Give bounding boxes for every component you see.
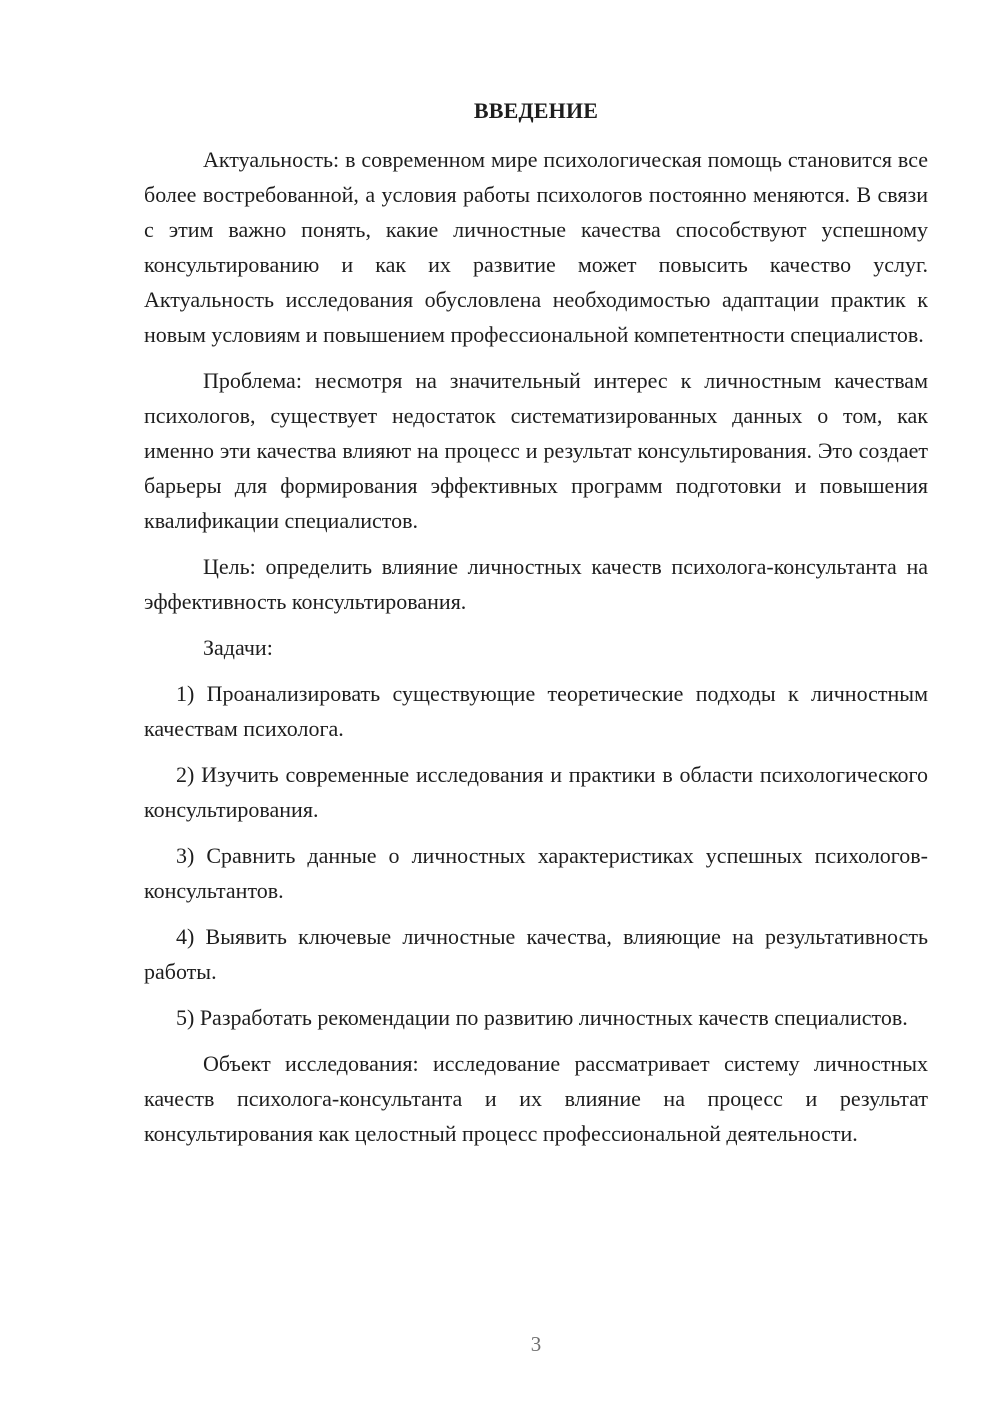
task-item: 2) Изучить современные исследования и практики в области психологического консультирования. (144, 762, 928, 822)
paragraph-problem: Проблема: несмотря на значительный интерес к личностным качествам психологов, существует недостаток систематизированных данных о том, как именно эти качества влияют на процесс и результат консультирования. Это создает барьеры для формирования эффективных программ подготовки и повышения квалификации специалистов. (144, 368, 928, 533)
section-heading: ВВЕДЕНИЕ (473, 98, 599, 123)
task-item: 4) Выявить ключевые личностные качества, влияющие на результативность работы. (144, 924, 928, 984)
task-item: 1) Проанализировать существующие теоретические подходы к личностным качествам психолога. (144, 681, 928, 741)
task-item: 3) Сравнить данные о личностных характеристиках успешных психологов-консультантов. (144, 843, 928, 903)
paragraph-object: Объект исследования: исследование рассматривает систему личностных качеств психолога-консультанта и их влияние на процесс и результат консультирования как целостный процесс профессиональной деятельности. (144, 1051, 928, 1146)
page-number: 3 (530, 1332, 542, 1356)
task-item: 5) Разработать рекомендации по развитию личностных качеств специалистов. (176, 1005, 908, 1030)
paragraph-goal: Цель: определить влияние личностных качеств психолога-консультанта на эффективность консультирования. (144, 554, 928, 614)
tasks-label: Задачи: (203, 635, 273, 660)
paragraph-relevance: Актуальность: в современном мире психологическая помощь становится все более востребованной, а условия работы психологов постоянно меняются. В связи с этим важно понять, какие личностные качества способствуют успешному консультированию и как их развитие может повысить качество услуг. Актуальность исследования обусловлена необходимостью адаптации практик к новым условиям и повышением профессиональной компетентности специалистов. (144, 147, 928, 347)
page-content (144, 94, 928, 1151)
